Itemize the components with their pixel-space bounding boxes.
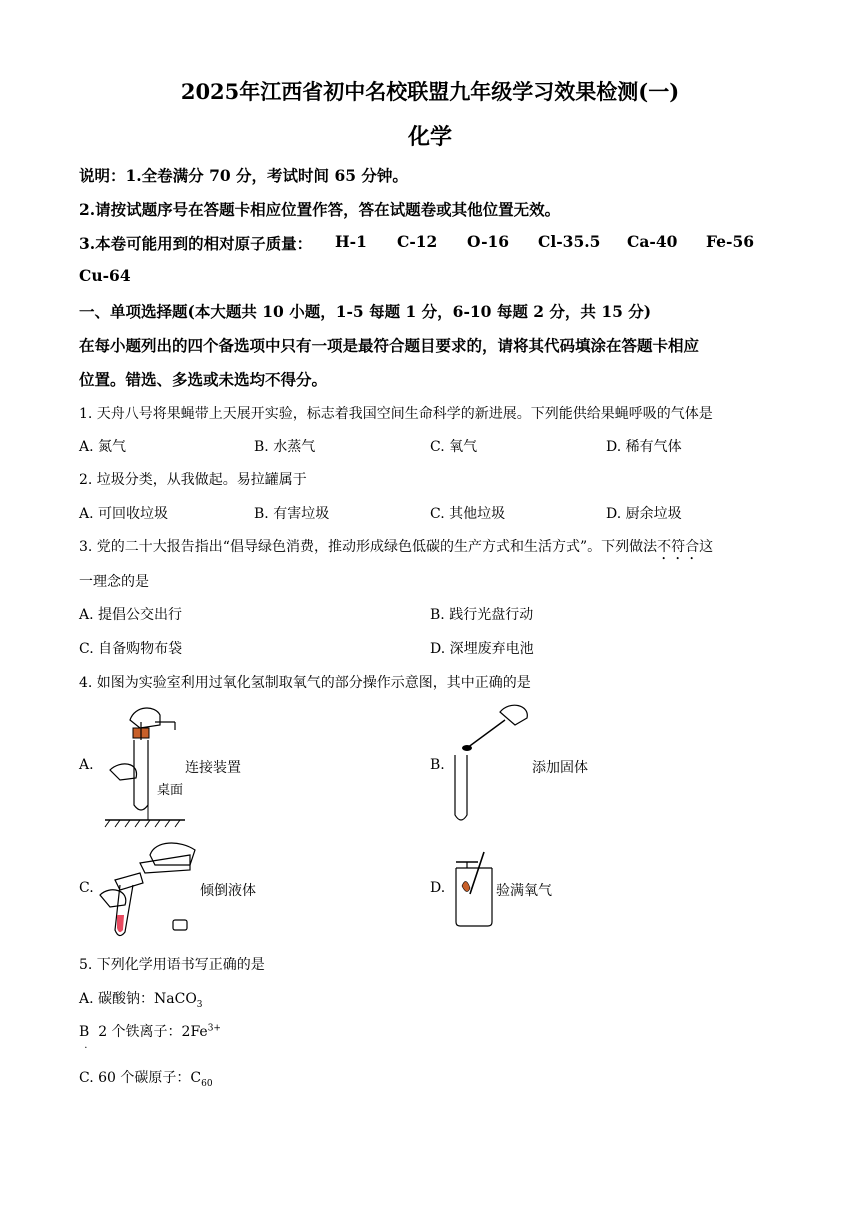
q2-option-a: A. 可回收垃圾 (79, 506, 169, 522)
exam-title: 2025年江西省初中名校联盟九年级学习效果检测(一) (180, 79, 680, 104)
q5-option-a (79, 988, 203, 1010)
mass-cl: Cl-35.5 (538, 232, 601, 251)
q4-c-letter: C. (79, 880, 94, 896)
q3-stem (79, 536, 713, 563)
q5-option-a-sub: 3 (196, 999, 203, 1010)
q1-option-d: D. 稀有气体 (606, 439, 682, 455)
mass-cu: Cu-64 (79, 266, 131, 285)
q1-option-b: B. 水蒸气 (254, 439, 316, 455)
q3-option-b: B. 践行光盘行动 (430, 607, 534, 623)
q5-option-b-sup: 3+ (207, 1023, 221, 1034)
q5-option-c-text: C. 60 个碳原子：C (79, 1070, 202, 1086)
q5-option-b-text: 2 个铁离子：2Fe (98, 1024, 208, 1040)
q3-stem-pre: 3. 党的二十大报告指出“倡导绿色消费，推动形成绿色低碳的生产方式和生活方式”。下列做法 (79, 539, 658, 555)
q1-option-a: A. 氮气 (79, 439, 127, 455)
note-2: 2.请按试题序号在答题卡相应位置作答，答在试题卷或其他位置无效。 (79, 200, 561, 219)
q4-d-figure-test-oxygen-full (448, 848, 498, 930)
q4-a-figure-connect-apparatus (100, 700, 190, 830)
q3-option-a: A. 提倡公交出行 (79, 607, 183, 623)
q4-c-label: 倾倒液体 (200, 883, 256, 899)
q2-option-d: D. 厨余垃圾 (606, 506, 682, 522)
section-heading: 一、单项选择题(本大题共 10 小题，1-5 每题 1 分，6-10 每题 2 分，共 15 分) (79, 302, 652, 321)
q2-option-c: C. 其他垃圾 (430, 506, 506, 522)
q1-option-c: C. 氧气 (430, 439, 478, 455)
note-1: 说明：1.全卷满分 70 分，考试时间 65 分钟。 (79, 166, 408, 185)
mass-c: C-12 (397, 232, 438, 251)
q3-option-d: D. 深埋废弃电池 (430, 641, 534, 657)
subject-title: 化学 (407, 124, 452, 150)
q4-c-figure-pour-liquid (95, 835, 205, 945)
q2-option-b: B. 有害垃圾 (254, 506, 330, 522)
q4-a-label: 连接装置 (185, 760, 241, 776)
mass-h: H-1 (335, 232, 367, 251)
q4-a-letter: A. (79, 757, 94, 773)
q3-stem-line2: 一理念的是 (79, 574, 149, 590)
q5-option-b-letter: B (79, 1024, 90, 1040)
q5-option-c-sub: 60 (201, 1078, 213, 1089)
q5-stem: 5. 下列化学用语书写正确的是 (79, 957, 265, 973)
section-instruction-1: 在每小题列出的四个备选项中只有一项是最符合题目要求的，请将其代码填涂在答题卡相应 (79, 336, 700, 355)
q4-b-figure-add-solid (445, 700, 545, 830)
q4-a-desk-label: 桌面 (157, 783, 184, 798)
q5-option-b: B . 2 个铁离子：$2Fe^{3+}$ (79, 1023, 221, 1051)
mass-fe: Fe-56 (706, 232, 755, 251)
q4-stem: 4. 如图为实验室利用过氧化氢制取氧气的部分操作示意图，其中正确的是 (79, 675, 531, 691)
q4-d-label: 验满氧气 (496, 883, 552, 899)
q3-stem-post: 这 (699, 539, 714, 555)
section-instruction-2: 位置。错选、多选或未选均不得分。 (79, 370, 328, 389)
mass-o: O-16 (467, 232, 510, 251)
mass-ca: Ca-40 (627, 232, 678, 251)
q5-option-c (79, 1067, 213, 1089)
q2-stem: 2. 垃圾分类，从我做起。易拉罐属于 (79, 472, 307, 488)
q5-option-a-text: A. 碳酸钠：NaCO (79, 991, 197, 1007)
q3-option-c: C. 自备购物布袋 (79, 641, 183, 657)
q4-b-label: 添加固体 (532, 760, 588, 776)
q4-d-letter: D. (430, 880, 446, 896)
note-3-prefix: 3.本卷可能用到的相对原子质量： (79, 234, 313, 253)
q4-b-letter: B. (430, 757, 445, 773)
q3-stem-emphasis: 不符合 (657, 539, 700, 555)
q1-stem: 1. 天舟八号将果蝇带上天展开实验，标志着我国空间生命科学的新进展。下列能供给果蝇呼吸的气体是 (79, 406, 713, 422)
